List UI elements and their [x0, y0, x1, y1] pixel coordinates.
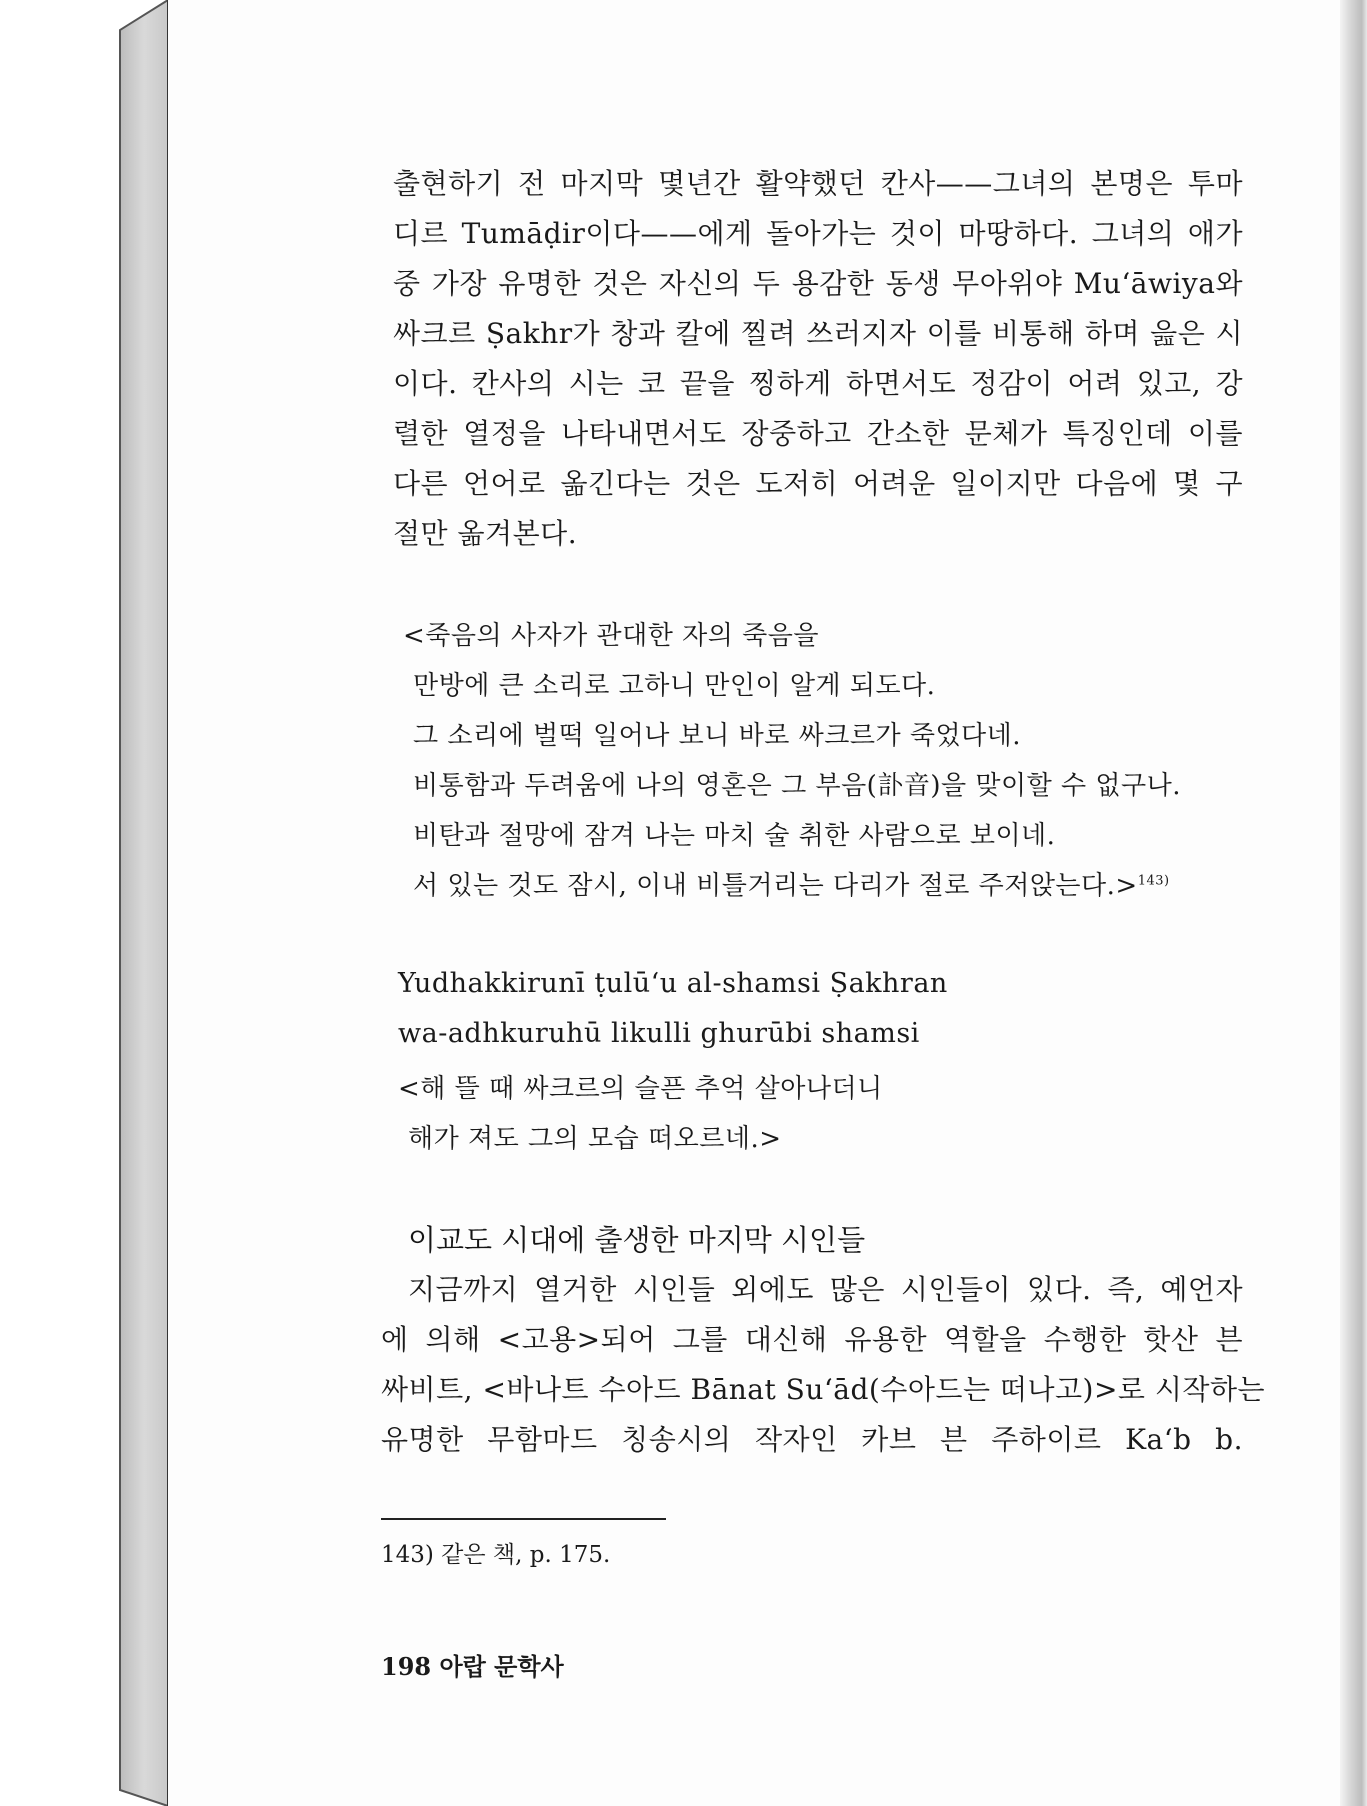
book-spine: [0, 0, 175, 1806]
body-line: 이다. 칸사의 시는 코 끝을 찡하게 하면서도 정감이 어려 있고, 강: [393, 367, 1243, 400]
page-edge-shadow: [1340, 0, 1367, 1806]
poem-line: 해가 져도 그의 모습 떠오르네.>: [408, 1124, 782, 1154]
poem-line-text: 서 있는 것도 잠시, 이내 비틀거리는 다리가 절로 주저앉는다.>: [413, 871, 1138, 901]
body-line: 다른 언어로 옮긴다는 것은 도저히 어려운 일이지만 다음에 몇 구: [393, 467, 1243, 500]
poem-line: <죽음의 사자가 관대한 자의 죽음을: [403, 621, 819, 651]
body-line: 에 의해 <고용>되어 그를 대신해 유용한 역할을 수행한 핫산 븐: [381, 1323, 1243, 1356]
section-heading: 이교도 시대에 출생한 마지막 시인들: [408, 1223, 866, 1257]
body-line: 유명한 무함마드 칭송시의 작자인 카브 븐 주하이르 Ka‘b b.: [381, 1423, 1243, 1456]
footnote-text: 143) 같은 책, p. 175.: [381, 1542, 611, 1568]
body-line: 지금까지 열거한 시인들 외에도 많은 시인들이 있다. 즉, 예언자: [408, 1273, 1243, 1306]
poem-line: 비탄과 절망에 잠겨 나는 마치 술 취한 사람으로 보이네.: [413, 821, 1056, 851]
body-line: 디르 Tumāḍir이다——에게 돌아가는 것이 마땅하다. 그녀의 애가: [393, 217, 1243, 250]
poem-line: 만방에 큰 소리로 고하니 만인이 알게 되도다.: [413, 671, 936, 701]
footnote-divider: [381, 1518, 666, 1520]
transliteration-line: wa-adhkuruhū likulli ghurūbi shamsi: [398, 1018, 920, 1049]
body-line: 렬한 열정을 나타내면서도 장중하고 간소한 문체가 특징인데 이를: [393, 417, 1243, 450]
poem-line: 그 소리에 벌떡 일어나 보니 바로 싸크르가 죽었다네.: [413, 721, 1022, 751]
poem-line: [413, 865, 1170, 902]
poem-line: <해 뜰 때 싸크르의 슬픈 추억 살아나더니: [398, 1074, 883, 1104]
body-line: 절만 옮겨본다.: [393, 517, 578, 550]
poem-line: 비통함과 두려움에 나의 영혼은 그 부음(訃音)을 맞이할 수 없구나.: [413, 771, 1181, 801]
body-line: 중 가장 유명한 것은 자신의 두 용감한 동생 무아위야 Mu‘āwiya와: [393, 267, 1243, 300]
transliteration-line: Yudhakkirunī ṭulū‘u al-shamsi Ṣakhran: [398, 968, 948, 999]
page-folio: 198 아랍 문학사: [381, 1652, 564, 1681]
body-line: 싸비트, <바나트 수아드 Bānat Su‘ād(수아드는 떠나고)>로 시작하는: [381, 1373, 1266, 1406]
body-line: 싸크르 Ṣakhr가 창과 칼에 찔려 쓰러지자 이를 비통해 하며 읊은 시: [393, 317, 1243, 350]
footnote-reference: 143): [1137, 873, 1170, 889]
body-line: 출현하기 전 마지막 몇년간 활약했던 칸사——그녀의 본명은 투마: [393, 167, 1243, 200]
